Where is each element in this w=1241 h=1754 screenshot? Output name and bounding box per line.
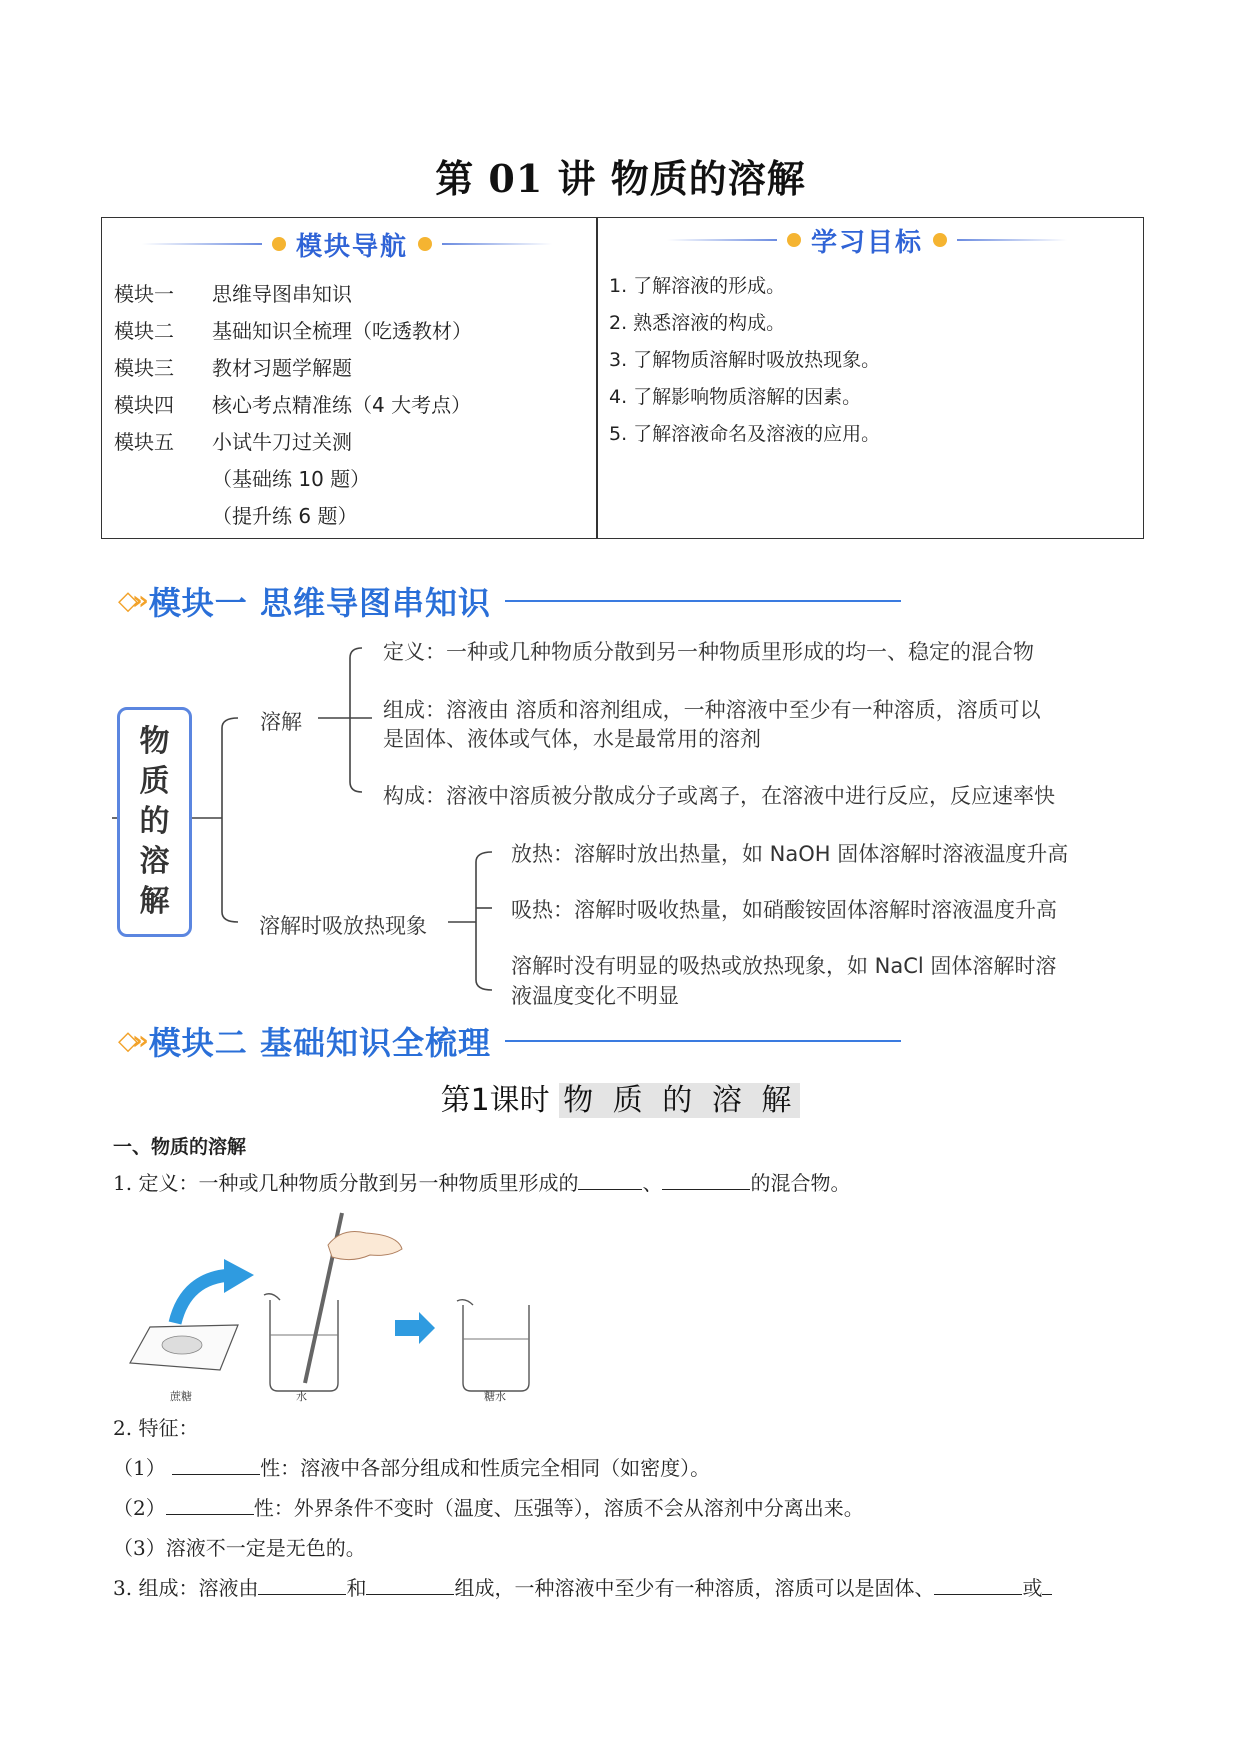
module2-header (118, 1018, 901, 1064)
caption-sugar-water: 糖水 (484, 1390, 506, 1403)
fill-blank[interactable] (366, 1574, 454, 1595)
text-line-feature1: （1） 性：溶液中各部分组成和性质完全相同（如密度）。 (113, 1456, 711, 1480)
mindmap-composition: 组成：溶液由 溶质和溶剂组成，一种溶液中至少有一种溶质，溶质可以 (383, 698, 1041, 722)
module2-header-line (505, 1040, 901, 1042)
chevron-right-icon: ◇» (118, 586, 143, 616)
curved-arrow-icon (175, 1275, 232, 1323)
nav-header-text: 模块导航 (296, 231, 409, 262)
mindmap-heat-none-cont: 液温度变化不明显 (511, 984, 679, 1008)
mindmap-root: 物 质 的 溶 解 (117, 707, 192, 937)
fill-blank[interactable] (166, 1494, 254, 1515)
text-line-composition: 3. 组成：溶液由 和 组成，一种溶液中至少有一种溶质，溶质可以是固体、 或 (113, 1572, 1052, 1601)
text-line-features: 2. 特征： (113, 1416, 199, 1440)
fill-blank[interactable] (1042, 1574, 1052, 1595)
goal-item: 3. 了解物质溶解时吸放热现象。 (609, 349, 881, 371)
dissolving-illustration (120, 1205, 420, 1395)
text-line-feature2: （2） 性：外界条件不变时（温度、压强等），溶质不会从溶剂中分离出来。 (113, 1496, 864, 1520)
section-heading: 一、物质的溶解 (113, 1136, 247, 1158)
fill-blank[interactable] (258, 1574, 346, 1595)
mindmap-structure: 构成：溶液中溶质被分散成分子或离子，在溶液中进行反应，反应速率快 (383, 784, 1055, 808)
module1-header-text: 模块一 思维导图串知识 (148, 584, 491, 622)
text-line-definition: 1. 定义：一种或几种物质分散到另一种物质里形成的 、 的混合物。 (113, 1171, 851, 1195)
fill-blank[interactable] (172, 1454, 260, 1475)
beaker-result (455, 1295, 535, 1395)
text-line-feature3: （3）溶液不一定是无色的。 (113, 1536, 366, 1560)
module2-header-text: 模块二 基础知识全梳理 (148, 1024, 491, 1062)
beaker-icon (270, 1300, 338, 1391)
nav-row: 模块四 核心考点精准练（4 大考点） (114, 393, 472, 417)
hand-icon (328, 1232, 402, 1260)
caption-sugar: 蔗糖 (170, 1390, 192, 1403)
chevron-right-icon: ◇» (118, 1026, 143, 1056)
nav-row: 模块一 思维导图串知识 (114, 282, 352, 306)
nav-row: 模块五 小试牛刀过关测 (114, 430, 352, 454)
goal-item: 1. 了解溶液的形成。 (609, 275, 786, 297)
lesson-prefix: 第1课时 (440, 1083, 550, 1118)
mindmap-branch-heat: 溶解时吸放热现象 (259, 914, 427, 938)
nav-row: 模块二 基础知识全梳理（吃透教材） (114, 319, 472, 343)
mindmap-composition-cont: 是固体、液体或气体，水是最常用的溶剂 (383, 727, 761, 751)
sugar-icon (162, 1336, 202, 1354)
fill-blank[interactable] (934, 1574, 1022, 1595)
mindmap-heat-absorb: 吸热：溶解时吸收热量，如硝酸铵固体溶解时溶液温度升高 (511, 898, 1057, 922)
nav-row: （提升练 6 题） (212, 504, 358, 528)
nav-row: 模块三 教材习题学解题 (114, 356, 352, 380)
lesson-title (0, 1075, 1241, 1119)
beaker-icon (463, 1305, 529, 1391)
caption-water: 水 (296, 1390, 307, 1403)
fill-blank[interactable] (662, 1169, 750, 1190)
goal-item: 4. 了解影响物质溶解的因素。 (609, 386, 862, 408)
goal-item: 5. 了解溶液命名及溶液的应用。 (609, 423, 881, 445)
goals-header-text: 学习目标 (811, 227, 924, 258)
mindmap-heat-release: 放热：溶解时放出热量，如 NaOH 固体溶解时溶液温度升高 (511, 842, 1069, 866)
fill-blank[interactable] (578, 1169, 642, 1190)
nav-row: （基础练 10 题） (212, 467, 371, 491)
page-title: 第 01 讲 物质的溶解 (435, 156, 806, 201)
arrow-right-icon (395, 1312, 435, 1344)
mindmap-heat-none: 溶解时没有明显的吸热或放热现象，如 NaCl 固体溶解时溶 (511, 954, 1057, 978)
lesson-title-highlight: 物 质 的 溶 解 (559, 1083, 800, 1118)
mindmap-definition: 定义：一种或几种物质分散到另一种物质里形成的均一、稳定的混合物 (383, 640, 1034, 664)
goal-item: 2. 熟悉溶液的构成。 (609, 312, 786, 334)
mindmap-branch-dissolve: 溶解 (260, 710, 302, 734)
